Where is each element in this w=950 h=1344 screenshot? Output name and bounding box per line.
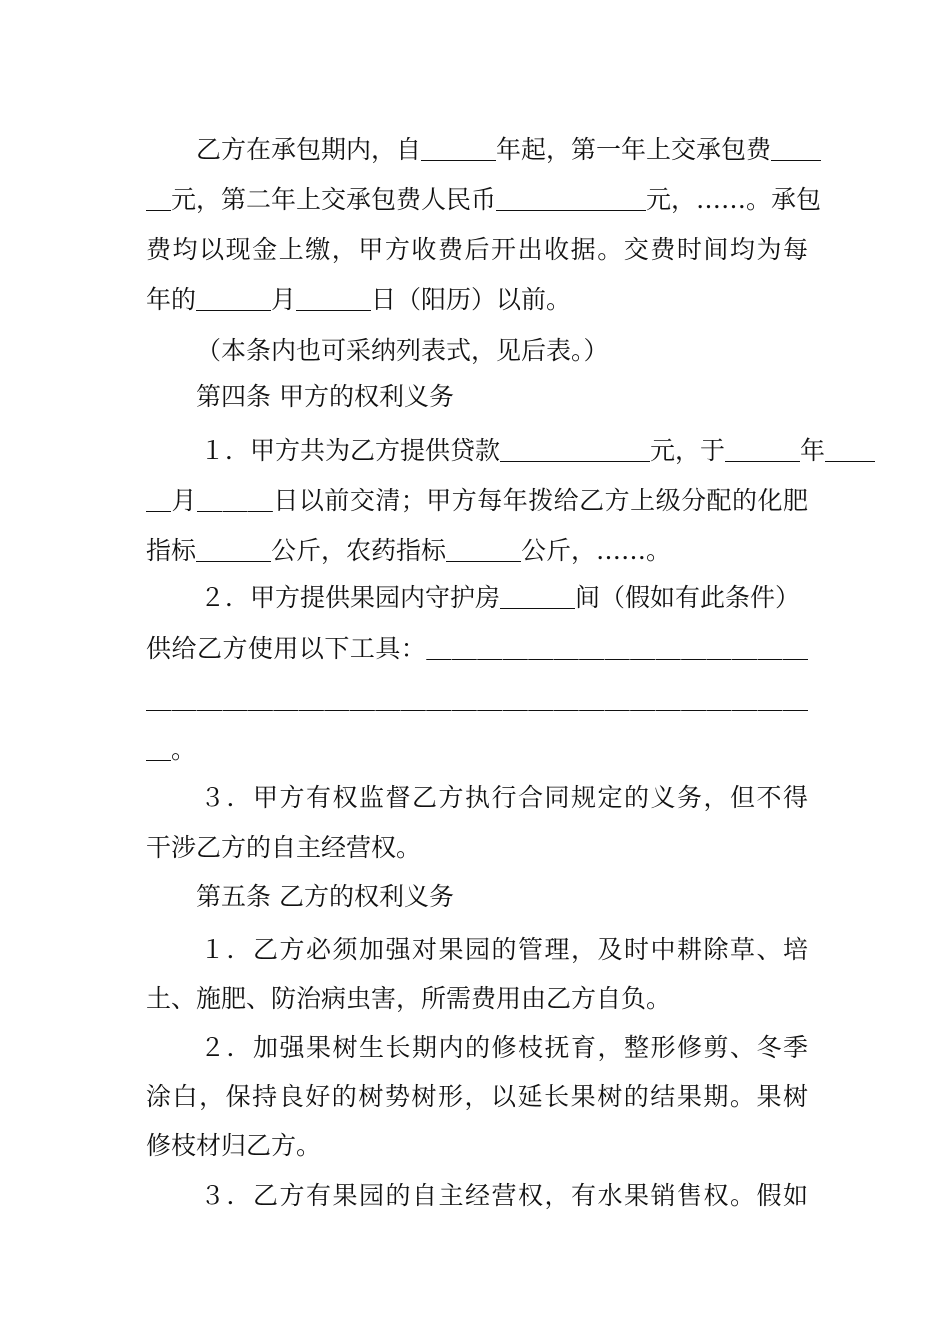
section-heading: 第四条 甲方的权利义务 — [196, 382, 454, 411]
text-line: 指标＿＿＿公斤，农药指标＿＿＿公斤，……。 — [146, 536, 672, 565]
text-line: ２．加强果树生长期内的修枝抚育，整形修剪、冬季 — [200, 1033, 808, 1062]
text-line: １．乙方必须加强对果园的管理，及时中耕除草、培 — [200, 935, 808, 964]
text-line: ３．甲方有权监督乙方执行合同规定的义务，但不得 — [200, 783, 808, 812]
text-line: 修枝材归乙方。 — [146, 1131, 322, 1160]
text-line: 干涉乙方的自主经营权。 — [146, 833, 422, 862]
text-line: 涂白，保持良好的树势树形，以延长果树的结果期。果树 — [146, 1082, 808, 1111]
text-line: ＿月＿＿＿日以前交清；甲方每年拨给乙方上级分配的化肥 — [146, 486, 808, 515]
text-line: 费均以现金上缴，甲方收费后开出收据。交费时间均为每 — [146, 235, 808, 264]
text-line: ＿元，第二年上交承包费人民币＿＿＿＿＿＿元，……。承包 — [146, 185, 822, 214]
text-line: 供给乙方使用以下工具：＿＿＿＿＿＿＿＿＿＿＿＿＿＿＿ — [146, 634, 808, 663]
text-line: ＿。 — [146, 735, 197, 764]
text-line: ２．甲方提供果园内守护房＿＿＿间（假如有此条件） — [200, 583, 801, 612]
text-line: ＿＿＿＿＿＿＿＿＿＿＿＿＿＿＿＿＿＿＿＿＿＿＿＿＿＿ — [146, 685, 808, 714]
text-line: 土、施肥、防治病虫害，所需费用由乙方自负。 — [146, 984, 672, 1013]
text-line: 乙方在承包期内，自＿＿＿年起，第一年上交承包费＿＿ — [196, 135, 822, 164]
text-line: ３．乙方有果园的自主经营权，有水果销售权。假如 — [200, 1181, 808, 1210]
text-line: 年的＿＿＿月＿＿＿日（阳历）以前。 — [146, 285, 572, 314]
text-line: １．甲方共为乙方提供贷款＿＿＿＿＿＿元，于＿＿＿年＿＿ — [200, 436, 876, 465]
text-line: （本条内也可采纳列表式，见后表。） — [196, 336, 609, 365]
section-heading: 第五条 乙方的权利义务 — [196, 882, 454, 911]
